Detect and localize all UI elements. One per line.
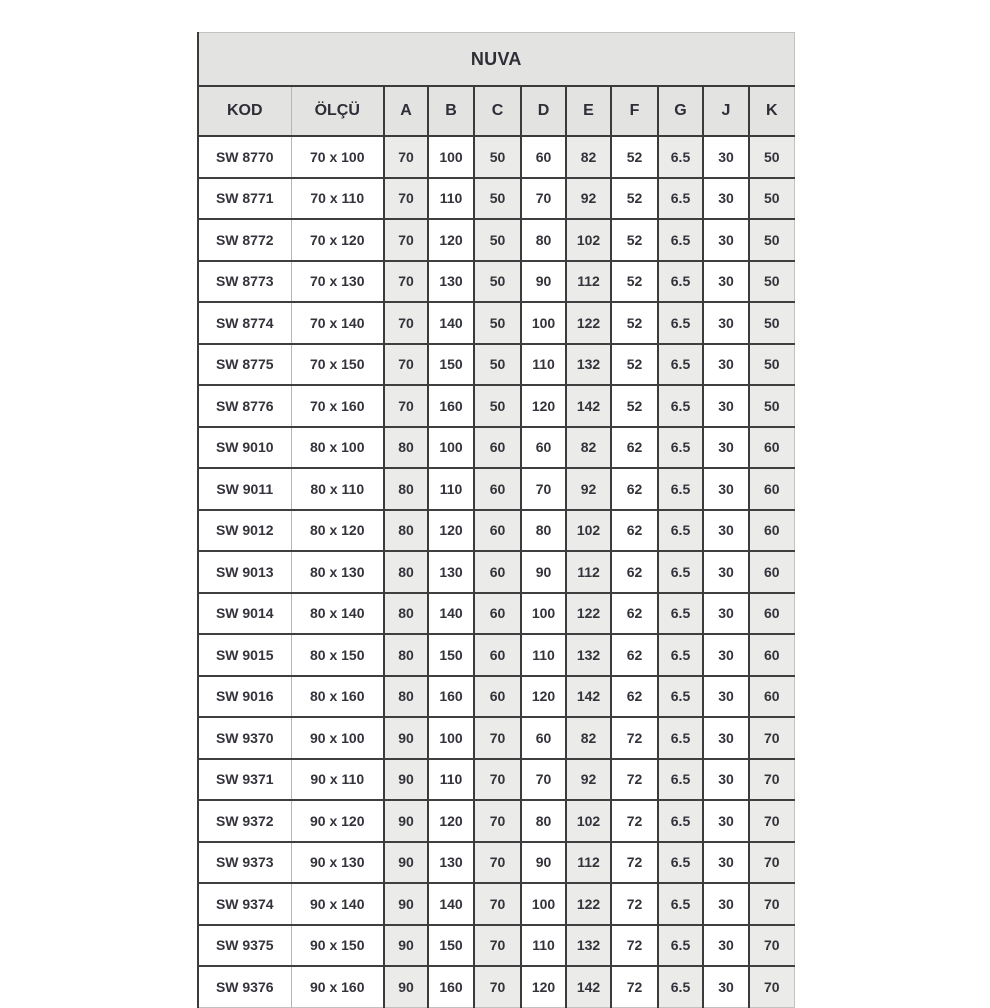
table-cell: 50 bbox=[749, 261, 794, 303]
header-cell: F bbox=[611, 86, 658, 136]
table-cell: 80 bbox=[384, 468, 428, 510]
table-cell: SW 9010 bbox=[198, 427, 291, 469]
table-row bbox=[198, 800, 794, 842]
table-row bbox=[198, 676, 794, 718]
table-cell: 50 bbox=[749, 136, 794, 178]
table-cell: 70 bbox=[384, 261, 428, 303]
table-cell: 80 bbox=[384, 634, 428, 676]
table-cell: SW 9011 bbox=[198, 468, 291, 510]
table-cell: 30 bbox=[703, 136, 749, 178]
table-cell: SW 8775 bbox=[198, 344, 291, 386]
table-row bbox=[198, 178, 794, 220]
table-row bbox=[198, 136, 794, 178]
table-cell: 50 bbox=[749, 344, 794, 386]
table-cell: 100 bbox=[521, 593, 566, 635]
table-cell: 130 bbox=[428, 261, 474, 303]
table-cell: 140 bbox=[428, 302, 474, 344]
table-cell: 30 bbox=[703, 676, 749, 718]
table-cell: 6.5 bbox=[658, 178, 703, 220]
table-cell: 60 bbox=[749, 676, 794, 718]
table-row bbox=[198, 925, 794, 967]
table-cell: 50 bbox=[749, 219, 794, 261]
table-cell: 6.5 bbox=[658, 427, 703, 469]
table-cell: 120 bbox=[521, 966, 566, 1007]
table-row bbox=[198, 759, 794, 801]
table-cell: SW 9014 bbox=[198, 593, 291, 635]
table-cell: 90 x 140 bbox=[291, 883, 384, 925]
table-cell: 60 bbox=[521, 427, 566, 469]
table-cell: 60 bbox=[749, 634, 794, 676]
table-cell: 90 bbox=[384, 925, 428, 967]
table-cell: 70 bbox=[474, 883, 521, 925]
table-cell: 70 bbox=[474, 925, 521, 967]
table-row bbox=[198, 302, 794, 344]
table-cell: 6.5 bbox=[658, 676, 703, 718]
table-cell: 6.5 bbox=[658, 551, 703, 593]
table-cell: 52 bbox=[611, 344, 658, 386]
table-cell: 60 bbox=[749, 427, 794, 469]
table-cell: 62 bbox=[611, 427, 658, 469]
table-cell: 6.5 bbox=[658, 883, 703, 925]
table-cell: 132 bbox=[566, 344, 611, 386]
table-cell: 60 bbox=[749, 593, 794, 635]
header-cell: D bbox=[521, 86, 566, 136]
table-cell: 60 bbox=[474, 593, 521, 635]
table-cell: 80 x 140 bbox=[291, 593, 384, 635]
table-cell: 6.5 bbox=[658, 800, 703, 842]
table-cell: SW 8771 bbox=[198, 178, 291, 220]
table-cell: 6.5 bbox=[658, 925, 703, 967]
table-cell: 30 bbox=[703, 759, 749, 801]
table-cell: 120 bbox=[428, 510, 474, 552]
table-row bbox=[198, 551, 794, 593]
table-row bbox=[198, 883, 794, 925]
table-cell: 60 bbox=[749, 551, 794, 593]
header-cell: K bbox=[749, 86, 794, 136]
table-title: NUVA bbox=[198, 33, 794, 87]
table-cell: 130 bbox=[428, 551, 474, 593]
table-cell: 80 bbox=[521, 219, 566, 261]
table-cell: 50 bbox=[474, 344, 521, 386]
table-cell: 102 bbox=[566, 510, 611, 552]
table-cell: 120 bbox=[428, 800, 474, 842]
header-cell: C bbox=[474, 86, 521, 136]
table-cell: 80 x 130 bbox=[291, 551, 384, 593]
table-cell: 70 bbox=[749, 883, 794, 925]
table-cell: 30 bbox=[703, 800, 749, 842]
table-cell: 30 bbox=[703, 344, 749, 386]
table-cell: 132 bbox=[566, 925, 611, 967]
table-cell: 90 bbox=[521, 261, 566, 303]
table-cell: SW 9015 bbox=[198, 634, 291, 676]
table-cell: 72 bbox=[611, 966, 658, 1007]
table-cell: SW 8774 bbox=[198, 302, 291, 344]
table-cell: 70 bbox=[474, 800, 521, 842]
table-cell: 52 bbox=[611, 302, 658, 344]
table-cell: 150 bbox=[428, 344, 474, 386]
table-cell: 70 x 150 bbox=[291, 344, 384, 386]
table-cell: 30 bbox=[703, 634, 749, 676]
table-cell: SW 9016 bbox=[198, 676, 291, 718]
header-cell: E bbox=[566, 86, 611, 136]
table-cell: 150 bbox=[428, 925, 474, 967]
table-cell: 70 bbox=[749, 759, 794, 801]
table-cell: SW 9372 bbox=[198, 800, 291, 842]
header-cell: B bbox=[428, 86, 474, 136]
table-cell: 82 bbox=[566, 427, 611, 469]
table-cell: 50 bbox=[474, 219, 521, 261]
table-row bbox=[198, 385, 794, 427]
table-cell: 6.5 bbox=[658, 717, 703, 759]
table-cell: SW 9374 bbox=[198, 883, 291, 925]
table-cell: 6.5 bbox=[658, 219, 703, 261]
table-cell: 90 x 150 bbox=[291, 925, 384, 967]
table-cell: 110 bbox=[428, 759, 474, 801]
table-cell: 140 bbox=[428, 883, 474, 925]
table-cell: 30 bbox=[703, 261, 749, 303]
table-cell: 70 x 100 bbox=[291, 136, 384, 178]
table-row bbox=[198, 717, 794, 759]
table-cell: 120 bbox=[521, 385, 566, 427]
table-cell: 92 bbox=[566, 468, 611, 510]
table-cell: 70 bbox=[384, 302, 428, 344]
header-cell: ÖLÇÜ bbox=[291, 86, 384, 136]
table-cell: 102 bbox=[566, 219, 611, 261]
table-cell: 70 bbox=[749, 966, 794, 1007]
table-cell: SW 9376 bbox=[198, 966, 291, 1007]
table-cell: 50 bbox=[474, 385, 521, 427]
table-cell: 30 bbox=[703, 219, 749, 261]
table-row bbox=[198, 219, 794, 261]
table-cell: 142 bbox=[566, 966, 611, 1007]
table-cell: 30 bbox=[703, 468, 749, 510]
table-cell: 82 bbox=[566, 717, 611, 759]
table-cell: 122 bbox=[566, 302, 611, 344]
table-cell: 70 bbox=[384, 219, 428, 261]
table-cell: 102 bbox=[566, 800, 611, 842]
table-cell: 6.5 bbox=[658, 510, 703, 552]
table-cell: 6.5 bbox=[658, 966, 703, 1007]
table-cell: 60 bbox=[474, 676, 521, 718]
table-cell: 6.5 bbox=[658, 842, 703, 884]
table-cell: 70 bbox=[749, 925, 794, 967]
table-cell: 60 bbox=[474, 427, 521, 469]
table-cell: 62 bbox=[611, 510, 658, 552]
table-cell: 50 bbox=[749, 385, 794, 427]
table-cell: 160 bbox=[428, 966, 474, 1007]
table-row bbox=[198, 468, 794, 510]
table-row bbox=[198, 634, 794, 676]
table-cell: 6.5 bbox=[658, 261, 703, 303]
header-cell: J bbox=[703, 86, 749, 136]
table-cell: 6.5 bbox=[658, 759, 703, 801]
table-cell: 90 bbox=[384, 966, 428, 1007]
table-cell: 142 bbox=[566, 385, 611, 427]
table-cell: 92 bbox=[566, 178, 611, 220]
table-cell: 70 bbox=[521, 759, 566, 801]
table-cell: SW 9012 bbox=[198, 510, 291, 552]
table-cell: 62 bbox=[611, 468, 658, 510]
table-title-row bbox=[198, 33, 794, 87]
table-cell: 70 bbox=[521, 468, 566, 510]
table-cell: 80 x 160 bbox=[291, 676, 384, 718]
table-cell: 30 bbox=[703, 842, 749, 884]
table-header-row bbox=[198, 86, 794, 136]
table-cell: 30 bbox=[703, 883, 749, 925]
table-cell: 80 bbox=[384, 510, 428, 552]
table-row bbox=[198, 344, 794, 386]
table-cell: 90 bbox=[384, 842, 428, 884]
table-cell: SW 9373 bbox=[198, 842, 291, 884]
table-cell: 70 x 140 bbox=[291, 302, 384, 344]
table-cell: 30 bbox=[703, 427, 749, 469]
size-table bbox=[197, 32, 795, 1008]
table-cell: 112 bbox=[566, 551, 611, 593]
table-cell: 70 bbox=[384, 136, 428, 178]
table-cell: 52 bbox=[611, 178, 658, 220]
table-cell: 6.5 bbox=[658, 344, 703, 386]
table-cell: SW 8773 bbox=[198, 261, 291, 303]
table-cell: 30 bbox=[703, 717, 749, 759]
table-cell: 60 bbox=[521, 136, 566, 178]
header-cell: A bbox=[384, 86, 428, 136]
table-cell: 70 x 160 bbox=[291, 385, 384, 427]
table-row bbox=[198, 427, 794, 469]
table-cell: 72 bbox=[611, 925, 658, 967]
table-cell: 140 bbox=[428, 593, 474, 635]
table-cell: 90 bbox=[521, 842, 566, 884]
table-cell: 60 bbox=[474, 468, 521, 510]
table-cell: 110 bbox=[521, 634, 566, 676]
header-cell: G bbox=[658, 86, 703, 136]
table-cell: 110 bbox=[428, 468, 474, 510]
table-cell: 90 bbox=[384, 717, 428, 759]
table-cell: 6.5 bbox=[658, 302, 703, 344]
table-cell: 30 bbox=[703, 593, 749, 635]
table-cell: 70 bbox=[384, 178, 428, 220]
table-cell: 30 bbox=[703, 510, 749, 552]
table-cell: SW 8772 bbox=[198, 219, 291, 261]
table-row bbox=[198, 593, 794, 635]
table-cell: 80 bbox=[384, 427, 428, 469]
table-cell: 90 x 110 bbox=[291, 759, 384, 801]
table-cell: 60 bbox=[521, 717, 566, 759]
table-cell: 6.5 bbox=[658, 136, 703, 178]
table-cell: 30 bbox=[703, 966, 749, 1007]
table-cell: 60 bbox=[474, 634, 521, 676]
table-cell: 6.5 bbox=[658, 593, 703, 635]
table-cell: 62 bbox=[611, 593, 658, 635]
table-cell: 150 bbox=[428, 634, 474, 676]
table-cell: 90 x 160 bbox=[291, 966, 384, 1007]
table-cell: 70 bbox=[474, 759, 521, 801]
table-cell: 80 x 100 bbox=[291, 427, 384, 469]
table-cell: 6.5 bbox=[658, 634, 703, 676]
table-cell: 60 bbox=[749, 468, 794, 510]
table-cell: 72 bbox=[611, 842, 658, 884]
table-cell: 72 bbox=[611, 800, 658, 842]
table-cell: 70 bbox=[474, 966, 521, 1007]
table-cell: 70 bbox=[384, 344, 428, 386]
table-cell: 90 bbox=[384, 800, 428, 842]
table-cell: 90 bbox=[384, 759, 428, 801]
table-cell: 6.5 bbox=[658, 468, 703, 510]
table-cell: 160 bbox=[428, 385, 474, 427]
table-cell: 6.5 bbox=[658, 385, 703, 427]
table-cell: 30 bbox=[703, 925, 749, 967]
table-cell: 110 bbox=[521, 344, 566, 386]
table-cell: 50 bbox=[749, 302, 794, 344]
table-cell: 80 bbox=[384, 676, 428, 718]
table-cell: 90 bbox=[384, 883, 428, 925]
table-cell: 82 bbox=[566, 136, 611, 178]
table-cell: 52 bbox=[611, 261, 658, 303]
table-cell: 72 bbox=[611, 759, 658, 801]
table-cell: 132 bbox=[566, 634, 611, 676]
table-cell: SW 9370 bbox=[198, 717, 291, 759]
table-cell: 112 bbox=[566, 261, 611, 303]
table-cell: 70 bbox=[474, 842, 521, 884]
table-cell: 80 x 120 bbox=[291, 510, 384, 552]
table-cell: 70 bbox=[749, 717, 794, 759]
table-cell: 90 bbox=[521, 551, 566, 593]
table-cell: 50 bbox=[474, 136, 521, 178]
table-cell: 30 bbox=[703, 385, 749, 427]
table-cell: 62 bbox=[611, 676, 658, 718]
table-cell: 50 bbox=[474, 302, 521, 344]
table-cell: SW 9013 bbox=[198, 551, 291, 593]
table-cell: 70 bbox=[749, 800, 794, 842]
table-cell: 52 bbox=[611, 219, 658, 261]
table-cell: 72 bbox=[611, 883, 658, 925]
table-cell: 142 bbox=[566, 676, 611, 718]
table-cell: 50 bbox=[474, 178, 521, 220]
table-cell: 70 x 120 bbox=[291, 219, 384, 261]
table-cell: 60 bbox=[474, 510, 521, 552]
table-cell: 110 bbox=[521, 925, 566, 967]
table-cell: 90 x 120 bbox=[291, 800, 384, 842]
table-cell: 52 bbox=[611, 136, 658, 178]
table-cell: 70 bbox=[749, 842, 794, 884]
table-cell: 30 bbox=[703, 178, 749, 220]
table-cell: 30 bbox=[703, 302, 749, 344]
table-cell: 70 x 110 bbox=[291, 178, 384, 220]
table-cell: 120 bbox=[521, 676, 566, 718]
table-cell: 70 bbox=[521, 178, 566, 220]
table-cell: 122 bbox=[566, 883, 611, 925]
table-cell: 130 bbox=[428, 842, 474, 884]
table-cell: 100 bbox=[428, 717, 474, 759]
size-table-container bbox=[197, 32, 795, 1008]
table-cell: 62 bbox=[611, 551, 658, 593]
table-cell: 80 x 110 bbox=[291, 468, 384, 510]
table-cell: 52 bbox=[611, 385, 658, 427]
table-cell: 160 bbox=[428, 676, 474, 718]
table-cell: SW 9375 bbox=[198, 925, 291, 967]
table-cell: 110 bbox=[428, 178, 474, 220]
table-cell: 72 bbox=[611, 717, 658, 759]
table-cell: SW 9371 bbox=[198, 759, 291, 801]
table-row bbox=[198, 261, 794, 303]
table-cell: 70 bbox=[474, 717, 521, 759]
header-cell: KOD bbox=[198, 86, 291, 136]
table-cell: 62 bbox=[611, 634, 658, 676]
table-cell: 50 bbox=[749, 178, 794, 220]
table-cell: 90 x 100 bbox=[291, 717, 384, 759]
table-cell: 80 bbox=[521, 800, 566, 842]
table-cell: 70 bbox=[384, 385, 428, 427]
table-row bbox=[198, 842, 794, 884]
table-cell: 100 bbox=[428, 427, 474, 469]
table-cell: 70 x 130 bbox=[291, 261, 384, 303]
table-cell: 80 bbox=[521, 510, 566, 552]
table-cell: 50 bbox=[474, 261, 521, 303]
table-cell: 80 bbox=[384, 551, 428, 593]
table-cell: 122 bbox=[566, 593, 611, 635]
table-cell: SW 8770 bbox=[198, 136, 291, 178]
table-cell: 60 bbox=[749, 510, 794, 552]
table-row bbox=[198, 510, 794, 552]
table-cell: 100 bbox=[428, 136, 474, 178]
table-cell: SW 8776 bbox=[198, 385, 291, 427]
table-row bbox=[198, 966, 794, 1007]
table-cell: 100 bbox=[521, 883, 566, 925]
table-cell: 30 bbox=[703, 551, 749, 593]
table-cell: 112 bbox=[566, 842, 611, 884]
table-cell: 90 x 130 bbox=[291, 842, 384, 884]
table-cell: 80 x 150 bbox=[291, 634, 384, 676]
table-body bbox=[198, 136, 794, 1007]
table-cell: 100 bbox=[521, 302, 566, 344]
table-cell: 92 bbox=[566, 759, 611, 801]
table-cell: 60 bbox=[474, 551, 521, 593]
table-cell: 80 bbox=[384, 593, 428, 635]
table-cell: 120 bbox=[428, 219, 474, 261]
